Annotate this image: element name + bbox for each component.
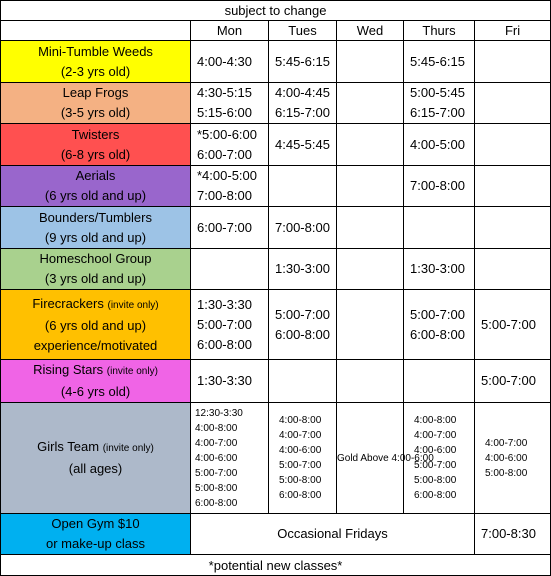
time-slot: 6:15-7:00 [410,105,465,120]
class-name: Twisters [71,126,120,142]
class-name-cell [1,290,191,360]
time-fri [475,83,551,124]
time-tue [269,403,337,514]
time-tue [269,290,337,360]
time-slot: 4:45-5:45 [275,136,330,152]
time-wed [337,249,404,290]
time-slot: 5:00-7:00 [195,467,238,479]
time-slot: 4:00-4:45 [275,85,330,100]
blank-header-cell [1,21,191,41]
time-slot: 1:30-3:30 [197,373,252,388]
time-fri [475,290,551,360]
time-thu [404,124,475,166]
time-slot: 5:45-6:15 [410,53,465,69]
time-slot: 1:30-3:00 [410,261,465,276]
time-thu [404,290,475,360]
time-thu [404,41,475,83]
time-slot: 4:00-8:00 [414,415,457,426]
time-slot: 5:00-5:45 [410,85,465,100]
class-name-cell [1,249,191,290]
time-mon [191,83,269,124]
time-mon [191,249,269,290]
time-slot: 4:00-7:00 [414,430,457,441]
time-slot: 5:00-8:00 [414,475,457,486]
time-wed [337,41,404,83]
time-slot: 5:00-7:00 [275,306,330,322]
time-slot: 4:00-5:00 [410,136,465,152]
class-row-mini-tumble-weeds [1,41,551,83]
time-slot: 6:00-7:00 [197,219,252,235]
class-name-cell [1,124,191,166]
class-name-cell [1,514,191,555]
time-thu [404,207,475,249]
day-thurs: Thurs [404,21,475,41]
day-header-row [1,21,551,41]
header-note-row [1,1,551,21]
time-slot: 4:00-7:00 [279,430,322,441]
invite-only-label: (invite only) [106,366,158,377]
time-thu [404,83,475,124]
time-slot: 5:00-7:00 [481,373,536,388]
class-row-bounders-tumblers [1,207,551,249]
day-fri: Fri [475,21,551,41]
time-mon [191,124,269,166]
day-mon: Mon [191,21,269,41]
time-slot: 6:00-8:00 [279,490,322,501]
time-slot: 7:00-8:00 [197,188,252,203]
time-fri [475,166,551,207]
time-fri [475,360,551,403]
class-row-homeschool-group [1,249,551,290]
time-slot: 6:00-8:00 [275,326,330,342]
class-row-aerials [1,166,551,207]
class-name: Rising Stars [33,362,104,377]
time-slot: 1:30-3:00 [275,261,330,276]
time-thu [404,403,475,514]
time-slot: 5:00-8:00 [195,482,238,494]
time-slot: 4:00-6:00 [279,445,322,456]
time-fri [475,514,551,555]
time-slot: 5:00-7:00 [197,316,252,332]
time-fri [475,403,551,514]
class-row-rising-stars [1,360,551,403]
time-slot: 5:45-6:15 [275,53,330,69]
subject-to-change-note: subject to change [1,1,551,21]
time-slot: *4:00-5:00 [197,168,257,183]
invite-only-label: (invite only) [107,299,159,311]
class-subtitle: or make-up class [46,536,145,551]
invite-only-label: (invite only) [102,443,154,454]
time-slot: 6:00-8:00 [410,326,465,342]
time-wed [337,83,404,124]
time-slot: 7:00-8:30 [481,526,536,541]
time-slot: 4:00-7:00 [195,437,238,449]
time-tue [269,207,337,249]
time-slot: 4:00-6:00 [391,452,434,464]
time-slot: *5:00-6:00 [197,126,257,142]
time-slot: 4:00-6:00 [414,445,457,456]
time-slot: 4:00-4:30 [197,53,252,69]
class-age: (6 yrs old and up) [44,317,147,333]
class-row-girls-team [1,403,551,514]
class-age: (4-6 yrs old) [60,384,131,399]
time-thu [404,166,475,207]
class-age: (all ages) [68,461,123,476]
time-slot: 4:00-8:00 [279,415,322,426]
time-fri [475,207,551,249]
potential-new-classes-note: *potential new classes* [1,555,551,576]
class-name: Bounders/Tumblers [39,209,152,225]
class-name: Open Gym $10 [51,516,140,531]
time-mon [191,360,269,403]
time-slot: 1:30-3:30 [197,296,252,312]
above-label: Above [360,452,389,464]
time-slot: 7:00-8:00 [275,219,330,235]
time-slot: 5:00-8:00 [279,475,322,486]
class-name: Homeschool Group [39,251,152,266]
class-name-cell [1,403,191,514]
time-slot: 4:00-8:00 [195,422,238,434]
class-age: (3-5 yrs old) [60,105,131,120]
time-slot: 5:00-7:00 [410,306,465,322]
time-mon [191,41,269,83]
time-slot: 5:00-7:00 [279,460,322,471]
time-tue [269,249,337,290]
time-tue [269,83,337,124]
day-wed: Wed [337,21,404,41]
class-age: (6 yrs old and up) [44,188,147,203]
class-name: Mini-Tumble Weeds [38,43,153,59]
time-fri [475,41,551,83]
day-tues: Tues [269,21,337,41]
time-slot: 5:00-8:00 [485,467,528,479]
class-age: (6-8 yrs old) [60,146,131,162]
class-requirement: experience/motivated [33,337,158,353]
class-name: Aerials [75,168,116,183]
gold-label: Gold [337,452,359,464]
time-tue [269,166,337,207]
time-thu [404,360,475,403]
time-slot: 6:00-8:00 [197,336,252,352]
time-slot: 12:30-3:30 [195,407,243,419]
class-age: (9 yrs old and up) [44,229,147,245]
time-thu [404,249,475,290]
time-slot: 5:00-7:00 [414,460,457,471]
time-slot: 4:00-6:00 [485,452,528,464]
time-slot: 5:00-7:00 [481,316,536,332]
occasional-fridays-cell: Occasional Fridays [191,514,475,555]
time-slot: 7:00-8:00 [410,178,465,193]
time-wed [337,360,404,403]
time-slot: 6:00-8:00 [414,490,457,501]
time-wed [337,403,434,514]
time-slot: 6:00-7:00 [197,146,252,162]
time-slot: 5:15-6:00 [197,105,252,120]
time-wed [337,207,404,249]
class-name: Leap Frogs [62,85,129,100]
class-row-firecrackers [1,290,551,360]
class-row-open-gym [1,514,551,555]
class-row-leap-frogs [1,83,551,124]
class-name: Firecrackers [32,295,104,311]
time-slot: 6:15-7:00 [275,105,330,120]
time-wed [337,124,404,166]
footer-row [1,555,551,576]
time-tue [269,360,337,403]
time-fri [475,249,551,290]
class-age: (3 yrs old and up) [44,271,147,286]
time-mon [191,207,269,249]
time-fri [475,124,551,166]
time-slot: 4:00-7:00 [485,437,528,449]
time-slot: 4:30-5:15 [197,85,252,100]
class-name-cell [1,83,191,124]
time-wed [337,166,404,207]
class-age: (2-3 yrs old) [60,63,131,79]
time-mon [191,166,269,207]
class-name: Girls Team [37,439,100,454]
class-row-twisters [1,124,551,166]
time-slot: 4:00-6:00 [195,452,238,464]
class-name-cell [1,166,191,207]
time-mon [191,403,269,514]
class-name-cell [1,41,191,83]
class-name-cell [1,360,191,403]
time-tue [269,41,337,83]
class-name-cell [1,207,191,249]
time-wed [337,290,404,360]
time-slot: 6:00-8:00 [195,497,238,509]
time-mon [191,290,269,360]
time-tue [269,124,337,166]
